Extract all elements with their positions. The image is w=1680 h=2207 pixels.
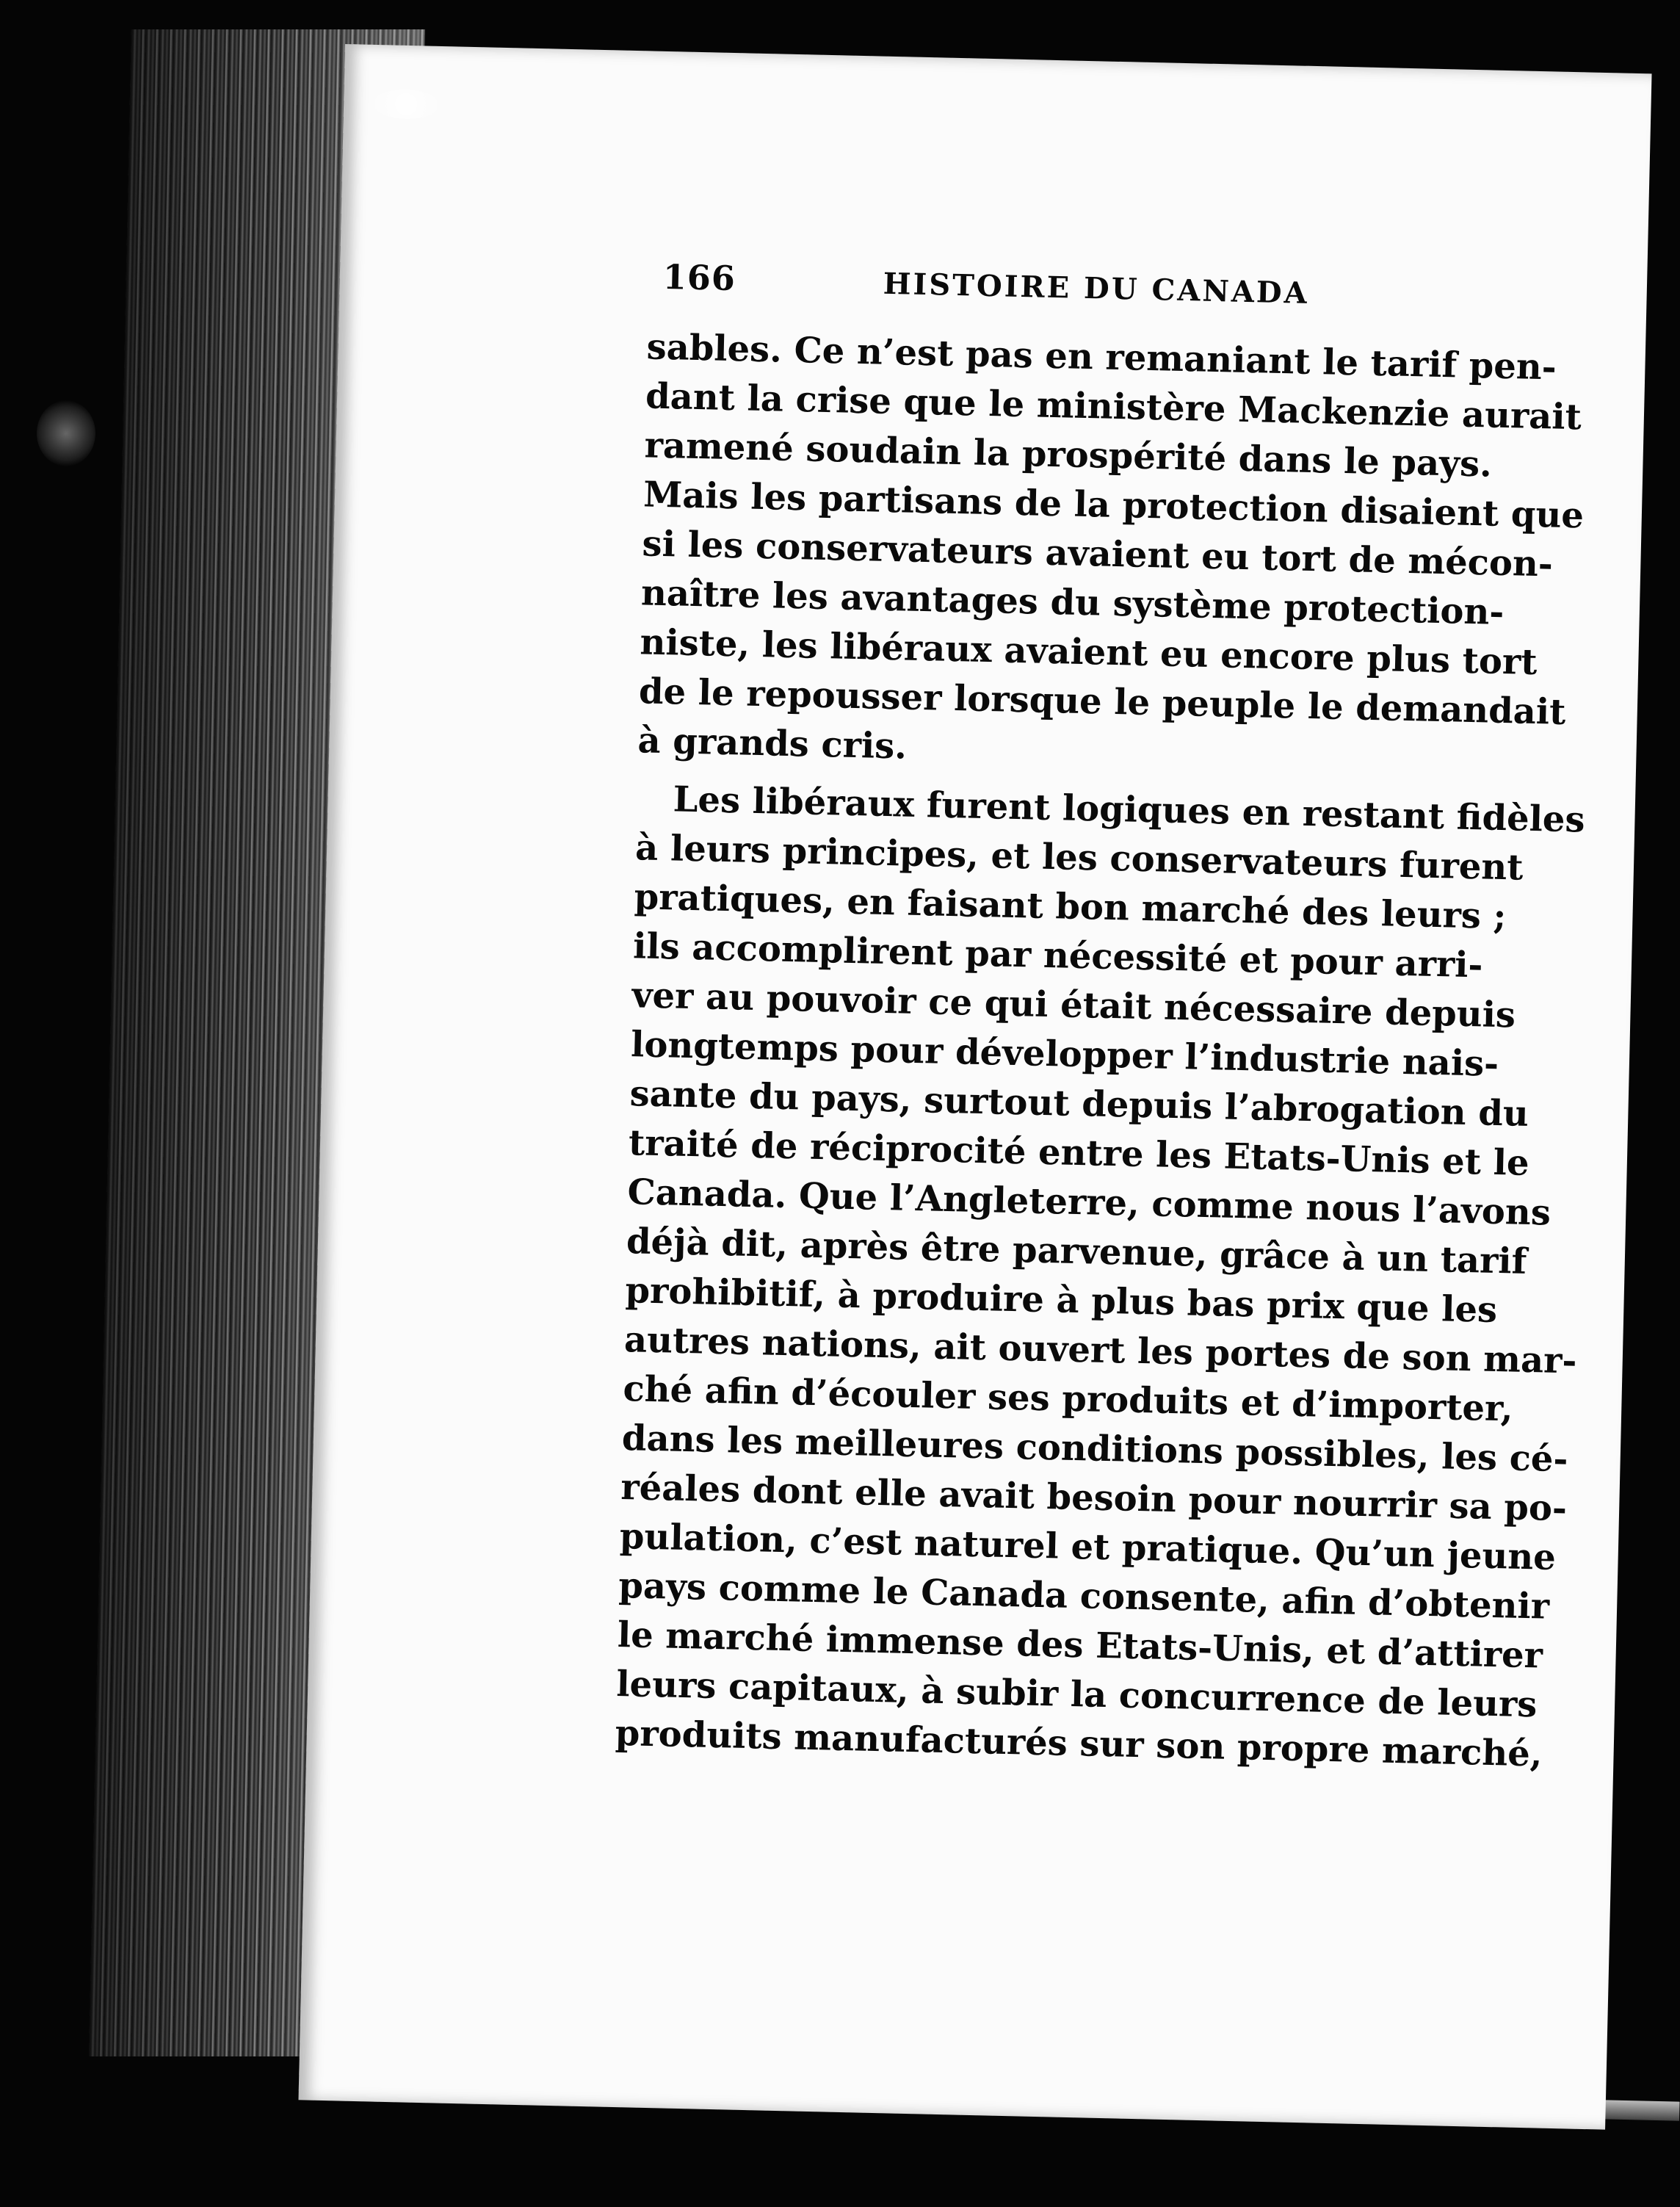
text-line: sables. Ce n’est pas en remaniant le tarif pen- [646, 326, 1557, 389]
text-line: réales dont elle avait besoin pour nourrir sa po- [620, 1467, 1568, 1530]
running-head-title: HISTOIRE DU CANADA [883, 266, 1310, 311]
text-line: niste, les libéraux avaient eu encore plus tort [639, 621, 1538, 684]
text-line: le marché immense des Etats-Unis, et d’attirer [617, 1614, 1543, 1677]
text-block [615, 256, 1586, 1778]
text-line: à leurs principes, et les conservateurs furent [634, 827, 1524, 889]
text-line: ver au pouvoir ce qui était nécessaire depuis [631, 975, 1516, 1036]
text-line: si les conservateurs avaient eu tort de mécon- [642, 523, 1554, 585]
text-line: pays comme le Canada consente, afin d’obtenir [618, 1564, 1550, 1628]
binding-mark [37, 400, 95, 466]
text-line: Les libéraux furent logiques en restant fidèles [673, 779, 1586, 841]
text-line: de le repousser lorsque le peuple le demandait [638, 671, 1566, 733]
text-line: dans les meilleures conditions possibles, les cé- [621, 1417, 1569, 1481]
text-line: traité de réciprocité entre les Etats-Unis et le [628, 1122, 1530, 1184]
text-line: pulation, c’est naturel et pratique. Qu’un jeune [619, 1516, 1557, 1578]
text-line: sante du pays, surtout depuis l’abrogation du [629, 1073, 1529, 1135]
text-line: Canada. Que l’Angleterre, comme nous l’avons [627, 1171, 1552, 1234]
paper-smudge [373, 89, 440, 120]
book-page [298, 44, 1651, 2130]
page-number: 166 [662, 256, 736, 299]
text-line: ché afin d’écouler ses produits et d’importer, [622, 1368, 1514, 1430]
text-line: pratiques, en faisant bon marché des leurs ; [634, 876, 1507, 938]
text-line: longtemps pour développer l’industrie nais- [630, 1024, 1499, 1085]
text-line: Mais les partisans de la protection disaient que [642, 474, 1585, 537]
text-line: dant la crise que le ministère Mackenzie aurait [645, 375, 1582, 438]
text-line: ils accomplirent par nécessité et pour arri- [632, 925, 1484, 986]
text-line: leurs capitaux, à subir la concurrence de leurs [615, 1663, 1538, 1726]
text-line: naître les avantages du système protection- [640, 572, 1505, 633]
text-line: prohibitif, à produire à plus bas prix que les [624, 1270, 1498, 1332]
text-line: ramené soudain la prospérité dans le pays. [644, 425, 1493, 485]
text-line: autres nations, ait ouvert les portes de son mar- [623, 1319, 1578, 1382]
text-line: à grands cris. [637, 720, 908, 767]
text-line: déjà dit, après être parvenue, grâce à un tarif [626, 1221, 1527, 1282]
text-line: produits manufacturés sur son propre marché, [615, 1712, 1543, 1775]
